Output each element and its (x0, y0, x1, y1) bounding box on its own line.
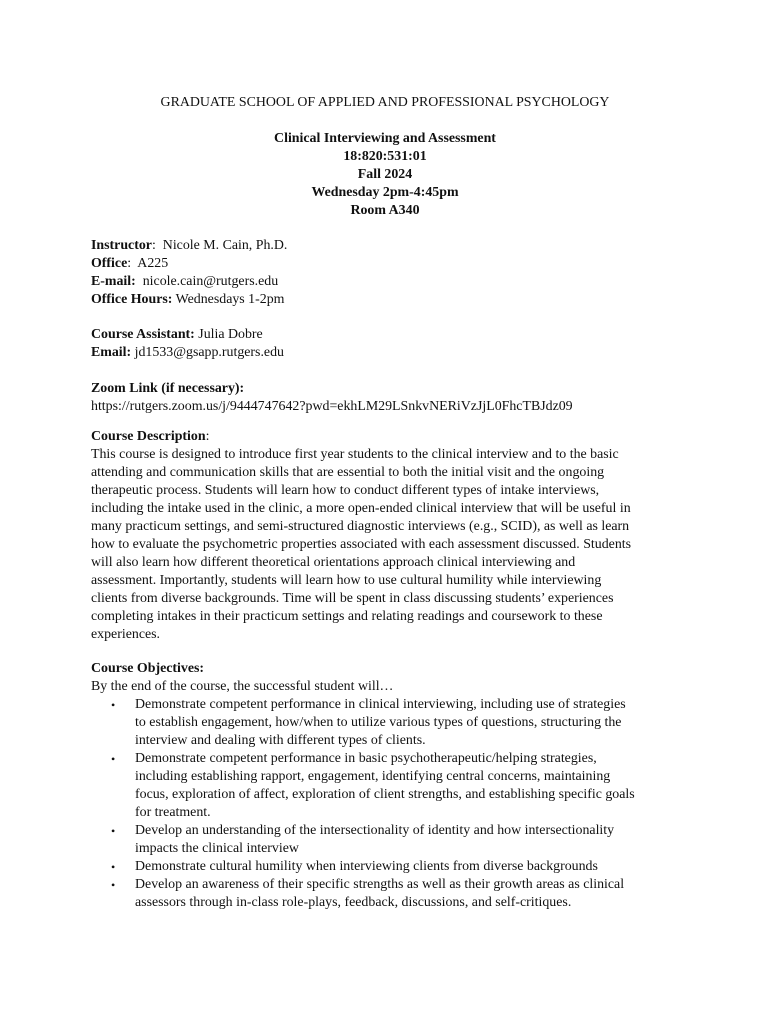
objectives-heading: Course Objectives: (91, 661, 205, 676)
description-heading: Course Description (91, 429, 206, 444)
office-value: A225 (137, 256, 169, 271)
assistant-info (91, 326, 691, 362)
email-label: E-mail: (91, 274, 136, 289)
objective-line: Demonstrate competent performance in basic psychotherapeutic/helping strategies, (135, 751, 597, 766)
objective-line: Develop an understanding of the intersectionality of identity and how intersectionality (135, 823, 615, 838)
bullet-icon: • (111, 878, 116, 892)
instructor-info (91, 237, 691, 309)
list-item (91, 858, 691, 876)
course-schedule: Wednesday 2pm-4:45pm (311, 185, 459, 200)
school-name: GRADUATE SCHOOL OF APPLIED AND PROFESSIONAL PSYCHOLOGY (160, 95, 610, 110)
description-line: assessment. Importantly, students will learn how to use cultural humility while interviewing (91, 573, 602, 588)
bullet-icon: • (111, 860, 116, 874)
description-line: attending and communication skills that are essential to both the initial visit and the ongoing (91, 465, 605, 480)
objectives-list (91, 696, 691, 912)
objective-line: focus, exploration of affect, exploration of client strengths, and establishing specific goals (135, 787, 635, 802)
email-line (91, 273, 691, 291)
course-description (91, 428, 691, 644)
objective-line: to establish engagement, how/when to utilize various types of questions, structuring the (135, 715, 622, 730)
zoom-link[interactable]: https://rutgers.zoom.us/j/9444747642?pwd=ekhLM29LSnkvNERiVzJjL0FhcTBJdz09 (91, 399, 573, 414)
course-objectives (91, 660, 691, 912)
assistant-label: Course Assistant: (91, 327, 195, 342)
course-title: Clinical Interviewing and Assessment (274, 131, 496, 146)
description-body (91, 446, 691, 644)
office-line: Office: A225 (91, 256, 169, 271)
instructor-line: Instructor: Nicole M. Cain, Ph.D. (91, 238, 288, 253)
bullet-icon: • (111, 698, 116, 712)
objective-line: Demonstrate competent performance in clinical interviewing, including use of strategies (135, 697, 626, 712)
description-line: completing intakes in their practicum settings and relating readings and coursework to these (91, 609, 603, 624)
list-item (91, 750, 691, 822)
objective-line: Develop an awareness of their specific strengths as well as their growth areas as clinical (135, 877, 625, 892)
objective-line: assessors through in-class role-plays, feedback, discussions, and self-critiques. (135, 895, 572, 910)
description-heading-line: Course Description: (91, 429, 210, 444)
list-item (91, 876, 691, 912)
instructor-email[interactable]: nicole.cain@rutgers.edu (142, 274, 279, 289)
office-hours-label: Office Hours: (91, 292, 173, 307)
description-line: experiences. (91, 627, 161, 642)
list-item (91, 822, 691, 858)
assistant-name: Julia Dobre (198, 327, 263, 342)
description-line: clients from diverse backgrounds. Time will be spent in class discussing students’ experiences (91, 591, 614, 606)
assistant-email-line (91, 344, 691, 362)
description-line: This course is designed to introduce first year students to the clinical interview and to the basic (91, 447, 619, 462)
assistant-email-label: Email: (91, 345, 132, 360)
bullet-icon: • (111, 824, 116, 838)
description-line: will also learn how different theoretical orientations approach clinical interviewing and (91, 555, 576, 570)
description-line: many practicum settings, and semi-structured diagnostic interviews (e.g., SCID), as well as learn (91, 519, 630, 534)
assistant-email[interactable]: jd1533@gsapp.rutgers.edu (134, 345, 284, 360)
objective-line: interview and dealing with different types of clients. (135, 733, 426, 748)
description-line: including the intake used in the clinic, a more open-ended clinical interview that will be useful in (91, 501, 631, 516)
course-code: 18:820:531:01 (343, 149, 427, 164)
instructor-label: Instructor (91, 238, 152, 253)
list-item (91, 696, 691, 750)
office-label: Office (91, 256, 128, 271)
description-line: therapeutic process. Students will learn how to conduct different types of intake interviews, (91, 483, 600, 498)
objective-line: for treatment. (135, 805, 211, 820)
office-hours-value: Wednesdays 1-2pm (175, 292, 285, 307)
objectives-intro: By the end of the course, the successful student will… (91, 679, 394, 694)
course-title-block (0, 130, 770, 220)
instructor-name: Nicole M. Cain, Ph.D. (162, 238, 288, 253)
description-line: how to evaluate the psychometric properties associated with each assessment discussed. Students (91, 537, 632, 552)
course-room: Room A340 (350, 203, 420, 218)
course-term: Fall 2024 (357, 167, 413, 182)
objective-line: including establishing rapport, engagement, identifying central concerns, maintaining (135, 769, 611, 784)
objective-line: impacts the clinical interview (135, 841, 299, 856)
office-hours-line (91, 291, 691, 309)
zoom-label: Zoom Link (if necessary): (91, 381, 245, 396)
zoom-info (91, 380, 691, 416)
bullet-icon: • (111, 752, 116, 766)
assistant-line (91, 326, 691, 344)
objective-line: Demonstrate cultural humility when interviewing clients from diverse backgrounds (135, 859, 598, 874)
